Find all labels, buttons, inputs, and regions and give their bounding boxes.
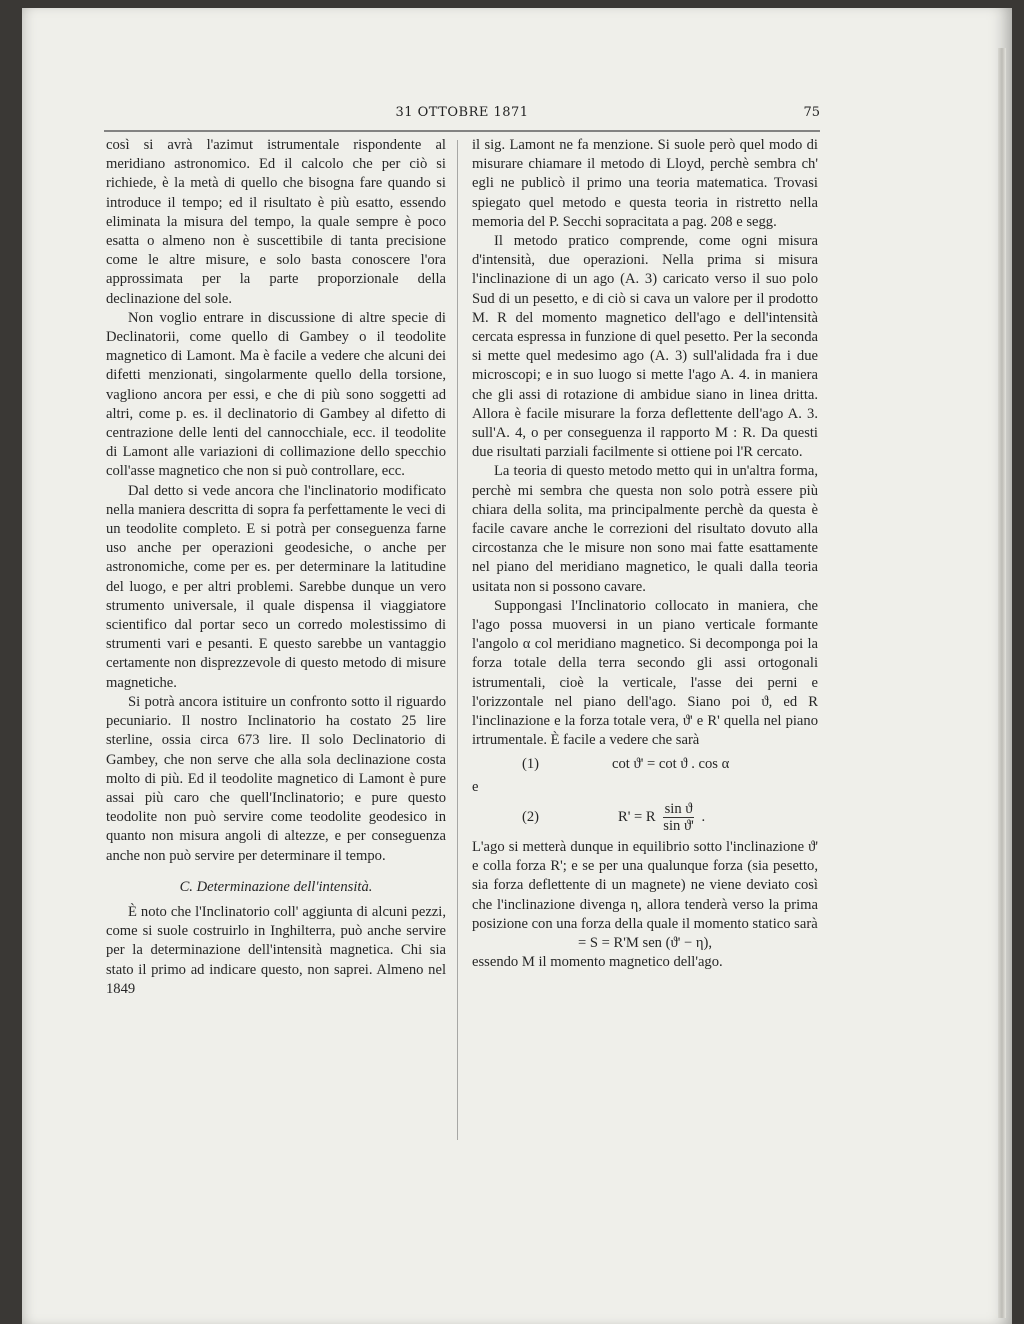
numerator: sin ϑ [664, 800, 693, 817]
fraction [663, 801, 694, 834]
running-header [104, 105, 820, 127]
equation-1 [472, 755, 818, 774]
page-edge [998, 48, 1006, 1318]
equation-end: . [701, 808, 706, 825]
paragraph: L'ago si metterà dunque in equilibrio sotto l'inclinazione ϑ' e colla forza R'; e se per una qualunque forza (sia pesetto, sia forza deflettente di un magnete) ne viene deviato così che l'inclinazione divenga η, allora tenderà verso la prima posizione con una forza della quale il momento statico sarà [472, 838, 818, 932]
equation-3: = S = R'M sen (ϑ' − η), [578, 934, 712, 951]
paragraph: Non voglio entrare in discussione di altre specie di Declinatorii, come quello di Gambey o il teodolite magnetico di Lamont. Ma è facile a vedere che alcuni dei difetti menzionati, singolarmente quello della torsione, vagliono ancora per essi, e che di più sono soggetti ad altri, come p. es. il declinatorio di Gambey al difetto di centrazione delle lenti del cannocchiale, ecc. il teodolite di Lamont alle variazioni di collimazione dello specchio coll'asse magnetico che non si può controllare, ecc. [106, 309, 446, 480]
paragraph: Dal detto si vede ancora che l'inclinatorio modificato nella maniera descritta di sopra fa perfettamente le veci di un teodolite completo. E si potrà per conseguenza farne uso anche per operazioni geodesiche, o anche per astronomiche, come per es. per determinare la latitudine del luogo, e per altri problemi. Sarebbe dunque un vero strumento universale, il quale dispensa il viaggiatore scientifico dal portar seco un corredo molestissimo di strumenti vari e pesanti. E questo sarebbe un vantaggio certamente non disprezzevole di questo metodo di misure magnetiche. [106, 482, 446, 691]
header-rule [104, 130, 820, 132]
equation-number: (1) [522, 755, 540, 772]
equation-2 [472, 801, 818, 834]
equation-body: cot ϑ' = cot ϑ . cos α [612, 755, 730, 772]
equation-number: (2) [522, 808, 540, 825]
right-column [472, 136, 818, 972]
paragraph: Suppongasi l'Inclinatorio collocato in maniera, che l'ago possa muoversi in un piano verticale formante l'angolo α col meridiano magnetico. Si decomponga poi la forza totale della terra secondo gli assi ortogonali istrumentali, cioè la verticale, l'asse dei perni e l'orizzontale nel piano dell'ago. Siano poi ϑ, ed R l'inclinazione e la forza totale vera, ϑ' e R' quella nel piano irtrumentale. È facile a vedere che sarà [472, 597, 818, 749]
equation-connector: e [472, 778, 479, 795]
column-divider [457, 140, 458, 1140]
equation-body [582, 801, 818, 834]
paragraph: così si avrà l'azimut istrumentale rispondente al meridiano astronomico. Ed il calcolo che per ciò si richiede, è la metà di quello che bisogna fare quando si introduce il tempo; ed il risultato è più esatto, essendo eliminata la misura del tempo, la quale sempre è poco esatta o almeno non è suscettibile di tanta precisione come le altre misure, e solo basta conoscere l'ora approssimata per la parte proporzionale della declinazione del sole. [106, 137, 446, 307]
header-date: 31 OTTOBRE 1871 [395, 105, 529, 120]
equation-lhs: R' = R [618, 808, 656, 825]
paragraph: La teoria di questo metodo metto qui in un'altra forma, perchè mi sembra che questa non solo potrà essere più chiara della solita, ma principalmente perchè da questa è facile cavare anche le correzioni del risultato dovuto alla circostanza che le misure non sono mai fatte esattamente nel piano del meridiano magnetico, le quali dalla teoria usitata non si possono cavare. [472, 463, 818, 595]
paragraph: il sig. Lamont ne fa menzione. Si suole però quel modo di misurare chiamare il metodo di Lloyd, perchè sembra ch' egli ne publicò il primo una teoria matematica. Trovasi spiegato quel metodo e questa teoria in ristretto nella memoria del P. Secchi sopracitata a pag. 208 e segg. [472, 137, 818, 230]
paragraph: Si potrà ancora istituire un confronto sotto il riguardo pecuniario. Il nostro Inclinatorio ha costato 25 lire sterline, ossia circa 673 lire. Il solo Declinatorio di Gambey, che non serve che alla sola declinazione costa molto di più. Ed il teodolite magnetico di Lamont è pure assai più caro che quell'Inclinatorio; e pure questo teodolite non può servire come teodolite geodesico in quanto non misura angoli di altezze, e per conseguenza anche non può servire per determinare il tempo. [106, 693, 446, 864]
paragraph: Il metodo pratico comprende, come ogni misura d'intensità, due operazioni. Nella prima si misura l'inclinazione di un ago (A. 3) caricato verso il suo polo Sud di un pesetto, e di ciò si cava un valore per il prodotto M. R del momento magnetico dell'ago e dell'intensità cercata espressa in funzione di quel pesetto. Per la seconda si mette quel medesimo ago (A. 3) sull'alidada fra i due microscopi; e in suo luogo si mette l'ago A. 4. in maniera che gli assi di rotazione di ambidue siano in linea dritta. Allora è facile misurare la forza deflettente dell'ago A. 3. sull'A. 4, o per conseguenza il rapporto M : R. Da questi due risultati parziali facilmente si ottiene poi l'R cercato. [472, 233, 818, 461]
paragraph: essendo M il momento magnetico dell'ago. [472, 954, 723, 971]
section-title: C. Determinazione dell'intensità. [179, 878, 373, 895]
left-column [106, 136, 446, 999]
page-number: 75 [803, 105, 820, 120]
book-page [22, 8, 1012, 1324]
denominator: sin ϑ' [663, 817, 694, 834]
paragraph: È noto che l'Inclinatorio coll' aggiunta di alcuni pezzi, come si suole costruirlo in Inghilterra, può anche servire per la determinazione dell'intensità magnetica. Chi sia stato il primo ad indicare questo, non saprei. Almeno nel 1849 [106, 903, 446, 997]
